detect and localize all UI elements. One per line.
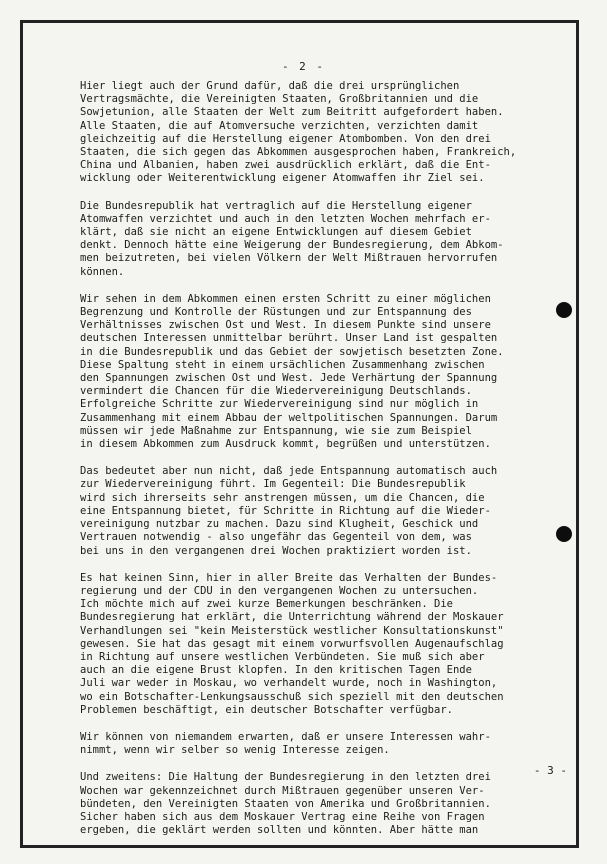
paragraph: Wir sehen in dem Abkommen einen ersten Schritt zu einer möglichen Begrenzung und Kontrolle der Rüstungen und zur Entspannung des Verhältnisses zwischen Ost und West. In diesem Punkte sind unsere deutschen Interessen unmittelbar berührt. Unser Land ist gespalten in die Bundesrepublik und das Gebiet der sowjetisch besetzten Zone. Diese Spaltung steht in einem ursächlichen Zusammenhang zwischen den Spannungen zwischen Ost und West. Jede Verhärtung der Spannung vermindert die Chancen für die Wiedervereinigung Deutschlands. Erfolgreiche Schritte zur Wiedervereinigung sind nur möglich in Zusammenhang mit einem Abbau der weltpolitischen Spannungen. Darum müssen wir jede Maßnahme zur Entspannung, wie sie zum Beispiel in diesem Abkommen zum Ausdruck kommt, begrüßen und unterstützen. bbox=[80, 292, 504, 451]
paragraph: Es hat keinen Sinn, hier in aller Breite das Verhalten der Bundes- regierung und der CDU in den vergangenen Wochen zu untersuchen. Ich möchte mich auf zwei kurze Bemerkungen beschränken. Die Bundesregierung hat erklärt, die Unterrichtung während der Moskauer Verhandlungen sei "kein Meisterstück westlicher Konsultationskunst" gewesen. Sie hat das gesagt mit einem vorwurfsvollen Augenaufschlag in Richtung auf unsere westlichen Verbündeten. Sie muß sich aber auch an die eigene Brust klopfen. In den kritischen Tagen Ende Juli war weder in Moskau, wo verhandelt wurde, noch in Washington, wo ein Botschafter-Lenkungsausschuß sich speziell mit den deutschen Problemen beschäftigt, ein deutscher Botschafter verfügbar. bbox=[80, 571, 504, 716]
scan-border-left bbox=[20, 20, 23, 848]
paragraph: Das bedeutet aber nun nicht, daß jede Entspannung automatisch auch zur Wiedervereinigung führt. Im Gegenteil: Die Bundesrepublik wird sich ihrerseits sehr anstrengen müssen, um die Chancen, die eine Entspannung bietet, für Schritte in Richtung auf die Wieder- vereinigung nutzbar zu machen. Dazu sind Klugheit, Geschick und Vertrauen notwendig - also ungefähr das Gegenteil von dem, was bei uns in den vergangenen drei Wochen praktiziert worden ist. bbox=[80, 465, 498, 557]
scan-border-top bbox=[20, 20, 579, 23]
paragraph: Die Bundesrepublik hat vertraglich auf die Herstellung eigener Atomwaffen verzichtet und auch in den letzten Wochen mehrfach er- klärt, daß sie nicht an eigene Entwicklungen auf diesem Gebiet denkt. Dennoch hätte eine Weigerung der Bundesregierung, dem Abkom- men beizutreten, bei vielen Völkern der Welt Mißtrauen hervorrufen können. bbox=[80, 199, 504, 278]
document-body bbox=[80, 80, 560, 851]
next-page-marker: - 3 - bbox=[533, 764, 567, 777]
page-number: - 2 - bbox=[281, 60, 326, 73]
paragraph: Wir können von niemandem erwarten, daß er unsere Interessen wahr- nimmt, wenn wir selber so wenig Interesse zeigen. bbox=[80, 730, 491, 757]
paragraph: Und zweitens: Die Haltung der Bundesregierung in den letzten drei Wochen war gekennzeichnet durch Mißtrauen gegenüber unseren Ver- bündeten, den Vereinigten Staaten von Amerika und Großbritannien. Sicher haben sich aus dem Moskauer Vertrag eine Reihe von Fragen ergeben, die geklärt werden sollten und könnten. Aber hätte man bbox=[80, 771, 491, 837]
scan-border-right bbox=[576, 20, 579, 848]
paragraph: Hier liegt auch der Grund dafür, daß die drei ursprünglichen Vertragsmächte, die Vereinigten Staaten, Großbritannien und die Sowjetunion, alle Staaten der Welt zum Beitritt aufgefordert haben. Alle Staaten, die auf Atomversuche verzichten, verzichten damit gleichzeitig auf die Herstellung eigener Atombomben. Von den drei Staaten, die sich gegen das Abkommen ausgesprochen haben, Frankreich, China und Albanien, haben zwei ausdrücklich erklärt, daß die Ent- wicklung oder Weiterentwicklung eigener Atomwaffen ihr Ziel sei. bbox=[80, 80, 517, 185]
